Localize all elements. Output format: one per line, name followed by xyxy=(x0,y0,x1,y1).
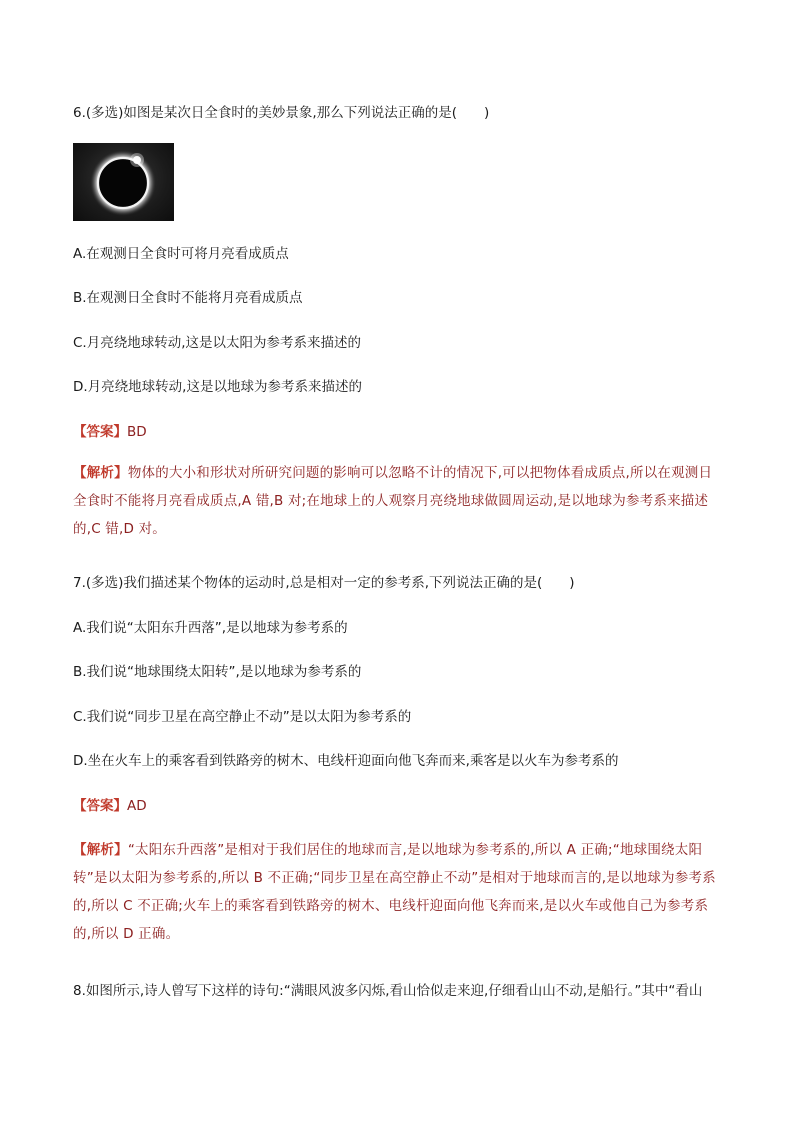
analysis-text: 物体的大小和形状对所研究问题的影响可以忽略不计的情况下,可以把物体看成质点,所以在观测日全食时不能将月亮看成质点,A 错,B 对;在地球上的人观察月亮绕地球做圆周运动,是以地球为参考系来描述的,C 错,D 对。 xyxy=(73,465,713,537)
analysis-text: “太阳东升西落”是相对于我们居住的地球而言,是以地球为参考系的,所以 A 正确;“地球围绕太阳转”是以太阳为参考系的,所以 B 不正确;“同步卫星在高空静止不动”是相对于地球而言的,是以地球为参考系的,所以 C 不正确;火车上的乘客看到铁路旁的树木、电线杆迎面向他飞奔而来,是以火车或他自己为参考系的,所以 D 正确。 xyxy=(73,842,716,942)
q7-option-a: A.我们说“太阳东升西落”,是以地球为参考系的 xyxy=(73,620,348,636)
answer-tag: 【答案】 xyxy=(73,424,127,440)
answer-value: AD xyxy=(127,798,147,814)
q7-option-c: C.我们说“同步卫星在高空静止不动”是以太阳为参考系的 xyxy=(73,709,412,725)
analysis-tag: 【解析】 xyxy=(73,842,128,858)
q7-answer xyxy=(73,796,147,816)
q6-option-a: A.在观测日全食时可将月亮看成质点 xyxy=(73,246,289,262)
analysis-tag: 【解析】 xyxy=(73,465,128,481)
answer-tag: 【答案】 xyxy=(73,798,127,814)
q6-analysis xyxy=(73,459,725,543)
q6-stem: 6.(多选)如图是某次日全食时的美妙景象,那么下列说法正确的是( ) xyxy=(73,105,490,121)
answer-value: BD xyxy=(127,424,147,440)
q6-option-c: C.月亮绕地球转动,这是以太阳为参考系来描述的 xyxy=(73,335,362,351)
q7-option-d: D.坐在火车上的乘客看到铁路旁的树木、电线杆迎面向他飞奔而来,乘客是以火车为参考系的 xyxy=(73,753,619,769)
q6-option-b: B.在观测日全食时不能将月亮看成质点 xyxy=(73,290,303,306)
q7-stem: 7.(多选)我们描述某个物体的运动时,总是相对一定的参考系,下列说法正确的是( ) xyxy=(73,575,575,591)
q6-option-d: D.月亮绕地球转动,这是以地球为参考系来描述的 xyxy=(73,379,362,395)
q8-stem: 8.如图所示,诗人曾写下这样的诗句:“满眼风波多闪烁,看山恰似走来迎,仔细看山山不动,是船行。”其中“看山 xyxy=(73,983,703,999)
q7-analysis xyxy=(73,836,725,948)
solar-eclipse-image xyxy=(73,143,174,221)
q6-answer xyxy=(73,422,147,442)
eclipse-ring-icon xyxy=(73,143,174,221)
q7-option-b: B.我们说“地球围绕太阳转”,是以地球为参考系的 xyxy=(73,664,362,680)
